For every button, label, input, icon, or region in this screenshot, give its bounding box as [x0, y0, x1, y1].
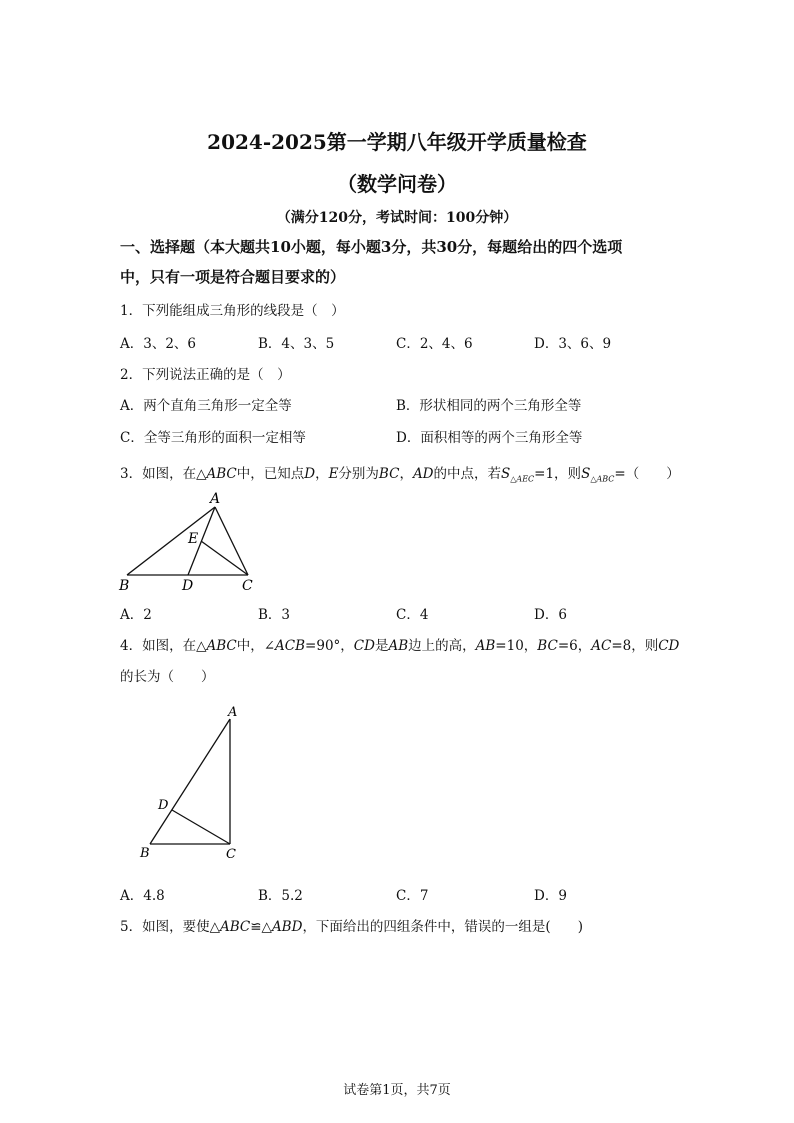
- question-1-option-d: D．3、6、9: [534, 336, 612, 352]
- question-4-option-a: A．4.8: [120, 888, 165, 904]
- question-3-stem: 3．如图，在△ABC中，已知点D，E分别为BC，AD的中点，若$S_{\triangle AEC}=1$，则$S_{\triangle ABC}=$（ ）: [120, 466, 680, 484]
- question-4-figure: [130, 700, 260, 865]
- question-3-option-d: D．6: [534, 607, 567, 623]
- segment-ec: [201, 541, 248, 575]
- question-4-stem-line2: 的长为（ ）: [120, 669, 215, 685]
- question-3-option-a: A．2: [120, 607, 152, 623]
- label-c: C: [226, 847, 236, 862]
- question-1-option-a: A．3、2、6: [120, 336, 197, 352]
- question-1-option-b: B．4、3、5: [258, 336, 335, 352]
- label-d: D: [182, 578, 194, 594]
- label-c: C: [242, 578, 253, 594]
- question-2-stem: 2．下列说法正确的是（ ）: [120, 367, 291, 383]
- section-heading-line1: 一、选择题（本大题共10小题，每小题3分，共30分，每题给出的四个选项: [120, 238, 623, 256]
- question-3-figure: [110, 488, 270, 596]
- segment-cd: [172, 810, 230, 844]
- question-2-option-b: B．形状相同的两个三角形全等: [396, 398, 582, 414]
- label-b: B: [119, 578, 130, 594]
- score-info: （满分120分，考试时间：100分钟）: [276, 210, 518, 226]
- question-4-stem: 4．如图，在△ABC中，∠ACB=90°，CD是AB边上的高，AB=10，BC=6，AC=8，则CD: [120, 638, 680, 654]
- label-a: A: [210, 491, 221, 507]
- page-title: 2024-2025第一学期八年级开学质量检查: [207, 130, 587, 154]
- question-4-option-d: D．9: [534, 888, 567, 904]
- segment-ac: [215, 507, 248, 575]
- question-3-option-c: C．4: [396, 607, 429, 623]
- question-1-stem: 1．下列能组成三角形的线段是（ ）: [120, 303, 345, 319]
- page-subtitle: （数学问卷）: [337, 172, 457, 196]
- question-2-option-c: C．全等三角形的面积一定相等: [120, 430, 306, 446]
- question-4-option-c: C．7: [396, 888, 429, 904]
- label-a: A: [228, 705, 238, 720]
- segment-ab: [150, 719, 230, 844]
- question-5-stem: 5．如图，要使△ABC≌△ABD，下面给出的四组条件中，错误的一组是( ): [120, 919, 583, 935]
- question-2-option-a: A．两个直角三角形一定全等: [120, 398, 292, 414]
- page-footer: 试卷第1页，共7页: [343, 1083, 451, 1098]
- question-1-option-c: C．2、4、6: [396, 336, 473, 352]
- question-2-option-d: D．面积相等的两个三角形全等: [396, 430, 583, 446]
- question-3-option-b: B．3: [258, 607, 291, 623]
- label-e: E: [188, 531, 199, 547]
- question-4-option-b: B．5.2: [258, 888, 303, 904]
- label-d: D: [158, 798, 169, 813]
- label-b: B: [140, 846, 150, 861]
- section-heading-line2: 中，只有一项是符合题目要求的）: [120, 268, 346, 286]
